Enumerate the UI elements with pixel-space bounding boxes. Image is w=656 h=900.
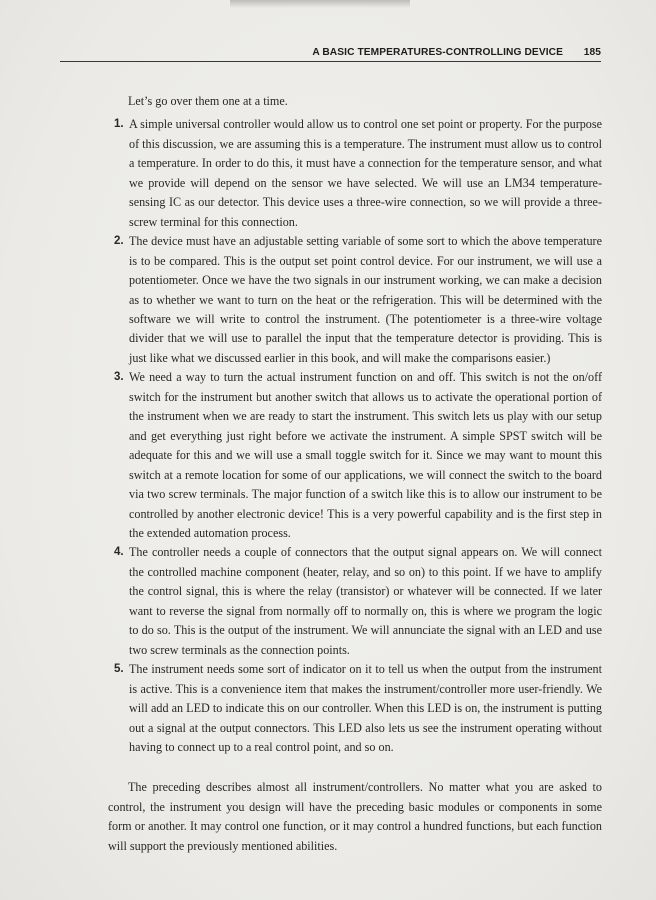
list-item-number: 4. xyxy=(114,546,124,559)
list-item xyxy=(108,232,602,368)
page-body xyxy=(108,92,602,856)
list-item-text: The instrument needs some sort of indicator on it to tell us when the output from the instrument is active. This is a convenience item that makes the instrument/controller more user-friendly. We will add an LED to indicate this on our controller. When this LED is on, the instrument is putting out a signal at the output connectors. This LED also lets us see the instrument operating without having to connect up to a real control point, and so on. xyxy=(129,662,602,754)
list-item xyxy=(108,115,602,232)
intro-paragraph: Let’s go over them one at a time. xyxy=(128,94,288,108)
list-item-text: We need a way to turn the actual instrument function on and off. This switch is not the on/off switch for the instrument but another switch that allows us to activate the operational portion of the instrument when we are ready to start the instrument. This switch lets us play with our setup and get everything just right before we activate the instrument. A simple SPST switch will be adequate for this and we will use a small toggle switch for it. Since we may want to mount this switch at a remote location for some of our applications, we will connect the switch to the board via two screw terminals. The major function of a switch like this is to allow our instrument to be controlled by another electronic device! This is a very powerful capability and is the first step in the extended automation process. xyxy=(129,370,602,540)
header-rule xyxy=(60,61,601,62)
scan-shadow xyxy=(230,0,410,8)
list-item xyxy=(108,660,602,757)
list-item-number: 1. xyxy=(114,118,124,131)
list-item-text: The controller needs a couple of connectors that the output signal appears on. We will connect the controlled machine component (heater, relay, and so on) to this point. If we have to amplify the control signal, this is where the relay (transistor) or whatever will be connected. If we later want to reverse the signal from normally off to normally on, this is where we program the logic to do so. This is the output of the instrument. We will annunciate the signal with an LED and use two screw terminals as the connection points. xyxy=(129,545,602,657)
list-item xyxy=(108,368,602,543)
page-number: 185 xyxy=(583,47,601,58)
list-item-number: 5. xyxy=(114,663,124,676)
list-item-text: The device must have an adjustable setting variable of some sort to which the above temperature is to be compared. This is the output set point control device. For our instrument, we will use a potentiometer. Once we have the two signals in our instrument working, we can make a decision as to whether we want to turn on the heat or the refrigeration. This will be determined with the software we will write to control the instrument. (The potentiometer is a three-wire voltage divider that we will use to parallel the input that the temperature detector is providing. This is just like what we discussed earlier in this book, and will make the comparisons easier.) xyxy=(129,234,602,365)
numbered-list xyxy=(108,115,602,757)
list-item-text: A simple universal controller would allow us to control one set point or property. For the purpose of this discussion, we are assuming this is a temperature. The instrument must allow us to control a temperature. In order to do this, it must have a connection for the temperature sensor, and what we provide will depend on the sensor we have selected. We will use an LM34 temperature-sensing IC as our detector. This device uses a three-wire connection, so we will provide a three-screw terminal for this connection. xyxy=(129,117,602,229)
running-header xyxy=(108,47,601,61)
chapter-running-title: A BASIC TEMPERATURES-CONTROLLING DEVICE xyxy=(312,47,563,58)
list-item-number: 3. xyxy=(114,371,124,384)
list-item-number: 2. xyxy=(114,235,124,248)
list-item xyxy=(108,543,602,660)
closing-paragraph: The preceding describes almost all instrument/controllers. No matter what you are asked to control, the instrument you design will have the preceding basic modules or components in some form or another. It may control one function, or it may control a hundred functions, but each function will support the previously mentioned abilities. xyxy=(108,780,602,853)
